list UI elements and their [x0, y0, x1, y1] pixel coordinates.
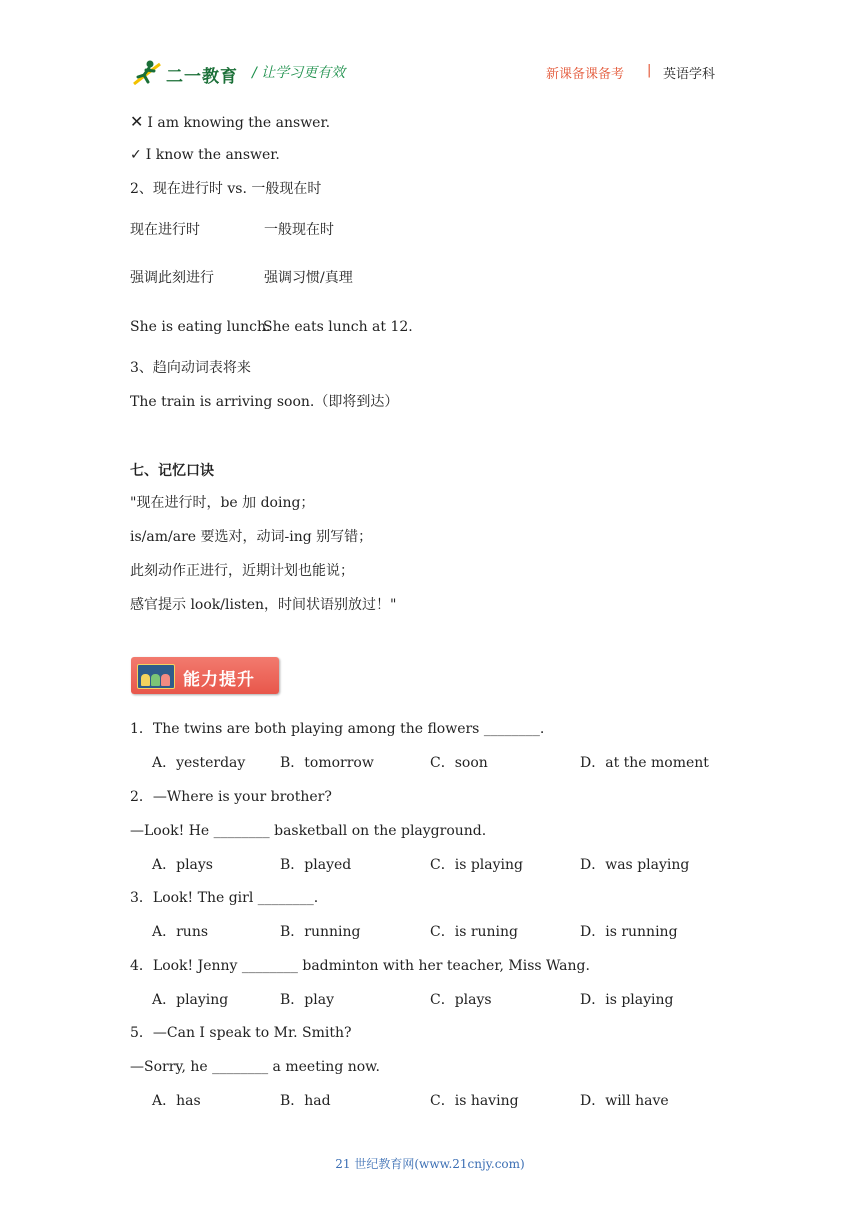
wrong-example-line — [130, 113, 330, 132]
banner-label: 能力提升 — [183, 670, 255, 690]
option-c: C．plays — [430, 992, 492, 1008]
question-2-stem-2: —Look! He ________ basketball on the playground. — [130, 823, 487, 839]
question-2-stem: 2．—Where is your brother? — [130, 789, 332, 805]
right-example-line — [130, 146, 280, 164]
option-d: D．was playing — [580, 857, 690, 873]
option-d: D．will have — [580, 1093, 669, 1109]
option-b: B．had — [280, 1093, 331, 1109]
option-c: C．is playing — [430, 857, 523, 873]
option-c: C．is runing — [430, 924, 519, 940]
option-a: A．plays — [152, 857, 213, 873]
students-icon — [137, 664, 175, 689]
question-5-stem: 5．—Can I speak to Mr. Smith? — [130, 1025, 352, 1041]
option-b: B．played — [280, 857, 352, 873]
option-c: C．soon — [430, 755, 488, 771]
cross-icon: ✕ — [130, 112, 144, 131]
option-a: A．has — [152, 1093, 201, 1109]
option-a: A．runs — [152, 924, 209, 940]
table-col2-row1: 强调习惯/真理 — [264, 270, 353, 286]
section-7-title: 七、记忆口诀 — [130, 463, 214, 479]
section-3-title: 3、趋向动词表将来 — [130, 360, 251, 376]
ability-banner — [131, 657, 279, 694]
wrong-example-text: I am knowing the answer. — [147, 115, 331, 131]
section-3-example: The train is arriving soon.（即将到达） — [130, 394, 399, 410]
rhyme-line-2: is/am/are 要选对，动词-ing 别写错； — [130, 529, 373, 545]
question-3-stem: 3．Look! The girl ________. — [130, 890, 319, 906]
header-subject: 英语学科 — [663, 67, 716, 82]
option-a: A．yesterday — [152, 755, 246, 771]
rhyme-line-1: "现在进行时，be 加 doing； — [130, 495, 315, 511]
option-d: D．is running — [580, 924, 678, 940]
option-b: B．play — [280, 992, 334, 1008]
brand-name: 二一教育 — [166, 67, 238, 87]
option-b: B．running — [280, 924, 361, 940]
question-1-stem: 1．The twins are both playing among the flowers ________. — [130, 721, 545, 737]
table-col1-header: 现在进行时 — [130, 222, 200, 238]
option-d: D．at the moment — [580, 755, 709, 771]
brand-slogan: / 让学习更有效 — [252, 65, 346, 81]
table-col2-header: 一般现在时 — [264, 222, 334, 238]
table-col1-row1: 强调此刻进行 — [130, 270, 214, 286]
question-4-stem: 4．Look! Jenny ________ badminton with her teacher, Miss Wang. — [130, 958, 590, 974]
runner-logo-icon — [130, 58, 164, 88]
table-col1-row2: She is eating lunch. — [130, 319, 271, 335]
section-2-title: 2、现在进行时 vs. 一般现在时 — [130, 181, 322, 197]
option-a: A．playing — [152, 992, 229, 1008]
option-c: C．is having — [430, 1093, 519, 1109]
rhyme-line-4: 感官提示 look/listen，时间状语别放过！" — [130, 597, 397, 613]
option-b: B．tomorrow — [280, 755, 374, 771]
question-5-stem-2: —Sorry, he ________ a meeting now. — [130, 1059, 380, 1075]
page-footer: 21 世纪教育网(www.21cnjy.com) — [335, 1157, 525, 1171]
table-col2-row2: She eats lunch at 12. — [263, 319, 413, 335]
check-icon: ✓ — [130, 147, 142, 163]
header-category: 新课备课备考 — [546, 67, 625, 82]
option-d: D．is playing — [580, 992, 674, 1008]
rhyme-line-3: 此刻动作正进行，近期计划也能说； — [130, 563, 354, 579]
header-separator: | — [647, 63, 652, 78]
right-example-text: I know the answer. — [145, 147, 280, 163]
